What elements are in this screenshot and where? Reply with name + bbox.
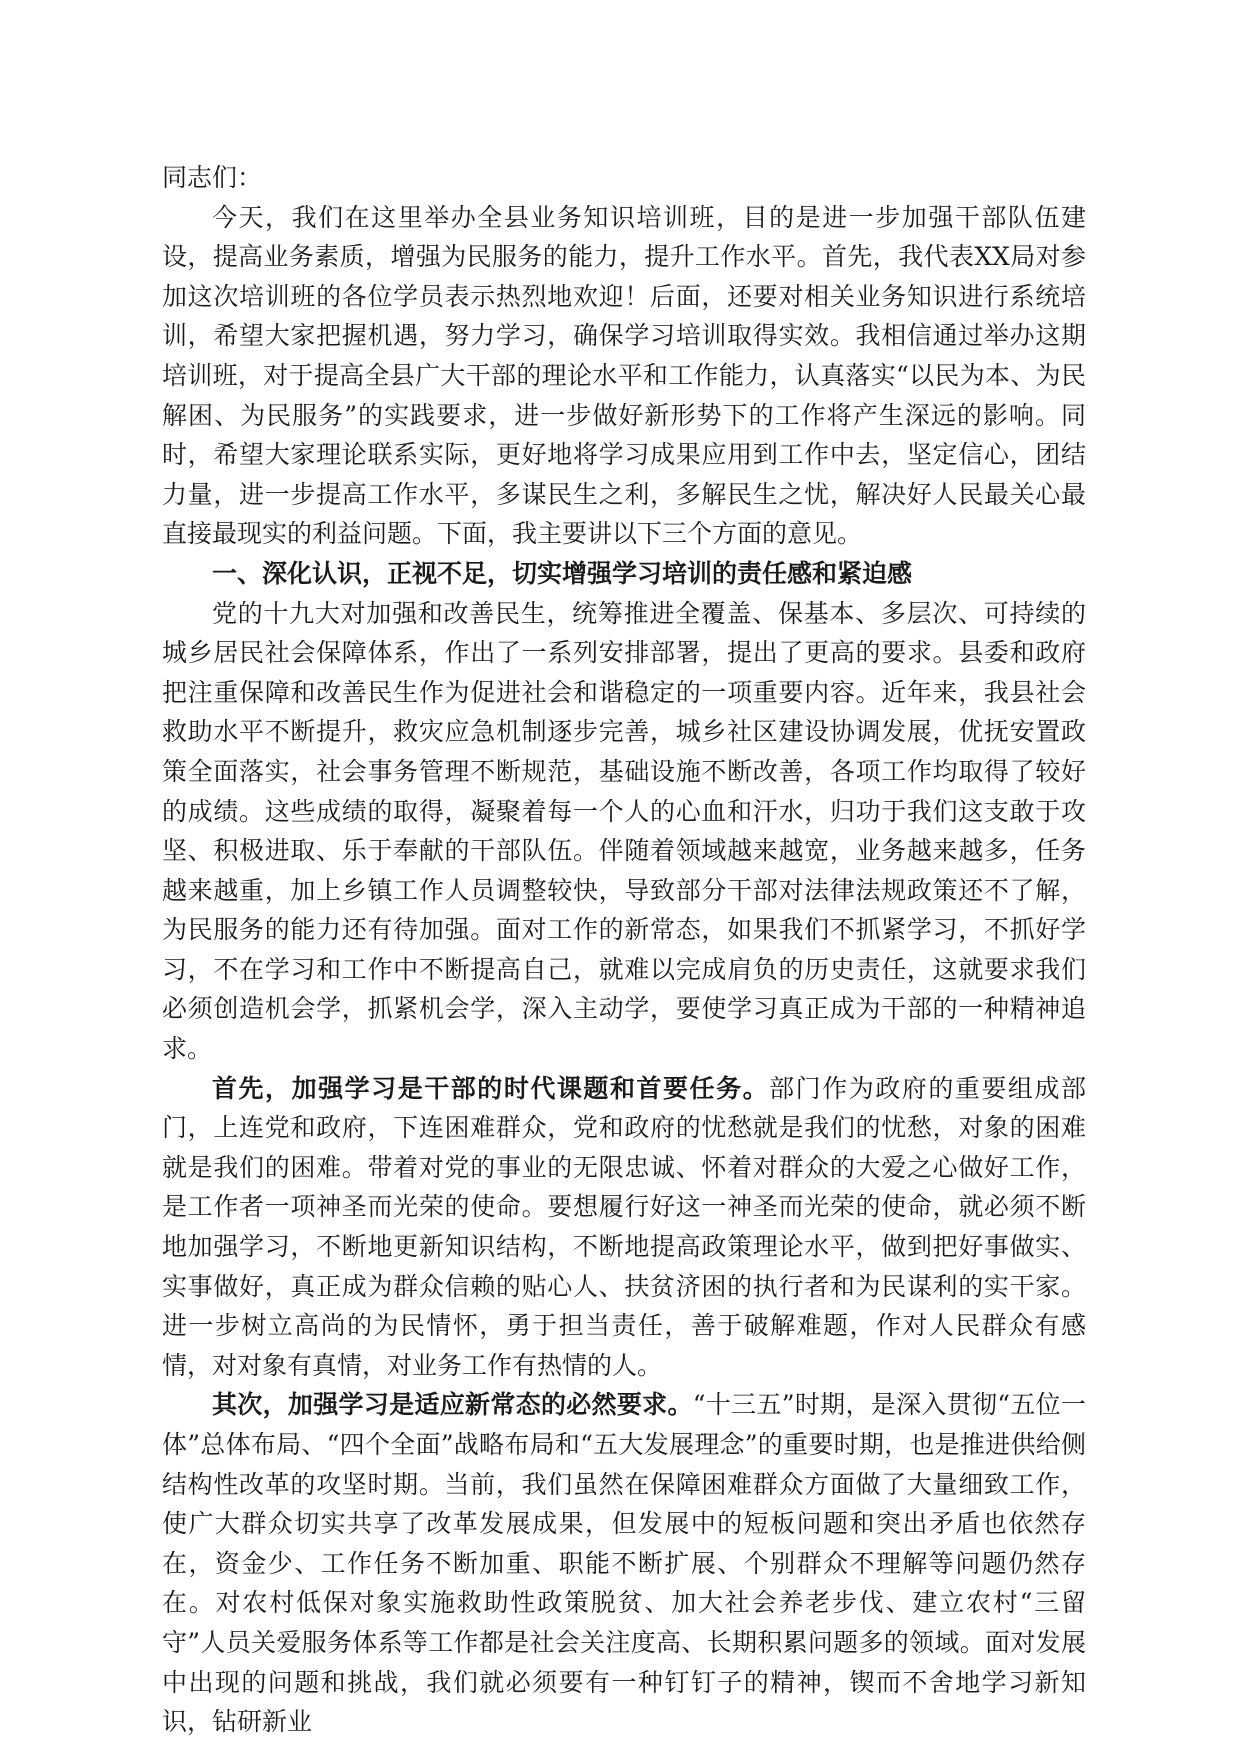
point-1-lead: 首先，加强学习是干部的时代课题和首要任务。 (212, 1073, 770, 1103)
point-2-body: “十三五”时期，是深入贯彻“五位一体”总体布局、“四个全面”战略布局和“五大发展理念”的重要时期，也是推进供给侧结构性改革的攻坚时期。当前，我们虽然在保障困难群众方面做了大量细致工作，使广大群众切实共享了改革发展成果，但发展中的短板问题和突出矛盾也依然存在，资金少、工作任务不断加重、职能不断扩展、个别群众不理解等问题仍然存在。对农村低保对象实施救助性政策脱贫、加大社会养老步伐、建立农村“三留守”人员关爱服务体系等工作都是社会关注度高、长期积累问题多的领域。面对发展中出现的问题和挑战，我们就必须要有一种钉钉子的精神，锲而不舍地学习新知识，钻研新业 (162, 1390, 1086, 1737)
point-1-paragraph (162, 1069, 1086, 1386)
section-1-heading: 一、深化认识，正视不足，切实增强学习培训的责任感和紧迫感 (212, 558, 913, 588)
document-page (162, 158, 1086, 1742)
point-1-body: 部门作为政府的重要组成部门，上连党和政府，下连困难群众，党和政府的忧愁就是我们的忧愁，对象的困难就是我们的困难。带着对党的事业的无限忠诚、怀着对群众的大爱之心做好工作，是工作者一项神圣而光荣的使命。要想履行好这一神圣而光荣的使命，就必须不断地加强学习，不断地更新知识结构，不断地提高政策理论水平，做到把好事做实、实事做好，真正成为群众信赖的贴心人、扶贫济困的执行者和为民谋利的实干家。进一步树立高尚的为民情怀，勇于担当责任，善于破解难题，作对人民群众有感情，对对象有真情，对业务工作有热情的人。 (162, 1073, 1086, 1380)
intro-paragraph: 今天，我们在这里举办全县业务知识培训班，目的是进一步加强干部队伍建设，提高业务素质，增强为民服务的能力，提升工作水平。首先，我代表XX局对参加这次培训班的各位学员表示热烈地欢迎！后面，还要对相关业务知识进行系统培训，希望大家把握机遇，努力学习，确保学习培训取得实效。我相信通过举办这期培训班，对于提高全县广大干部的理论水平和工作能力，认真落实“以民为本、为民解困、为民服务”的实践要求，进一步做好新形势下的工作将产生深远的影响。同时，希望大家理论联系实际，更好地将学习成果应用到工作中去，坚定信心，团结力量，进一步提高工作水平，多谋民生之利，多解民生之忧，解决好人民最关心最直接最现实的利益问题。下面，我主要讲以下三个方面的意见。 (162, 202, 1086, 549)
point-2-lead: 其次，加强学习是适应新常态的必然要求。 (212, 1390, 693, 1420)
point-2-paragraph (162, 1385, 1086, 1741)
salutation: 同志们： (162, 163, 263, 192)
section-1-paragraph: 党的十九大对加强和改善民生，统筹推进全覆盖、保基本、多层次、可持续的城乡居民社会保障体系，作出了一系列安排部署，提出了更高的要求。县委和政府把注重保障和改善民生作为促进社会和谐稳定的一项重要内容。近年来，我县社会救助水平不断提升，救灾应急机制逐步完善，城乡社区建设协调发展，优抚安置政策全面落实，社会事务管理不断规范，基础设施不断改善，各项工作均取得了较好的成绩。这些成绩的取得，凝聚着每一个人的心血和汗水，归功于我们这支敢于攻坚、积极进取、乐于奉献的干部队伍。伴随着领域越来越宽，业务越来越多，任务越来越重，加上乡镇工作人员调整较快，导致部分干部对法律法规政策还不了解，为民服务的能力还有待加强。面对工作的新常态，如果我们不抓紧学习，不抓好学习，不在学习和工作中不断提高自己，就难以完成肩负的历史责任，这就要求我们必须创造机会学，抓紧机会学，深入主动学，要使学习真正成为干部的一种精神追求。 (162, 598, 1086, 1064)
